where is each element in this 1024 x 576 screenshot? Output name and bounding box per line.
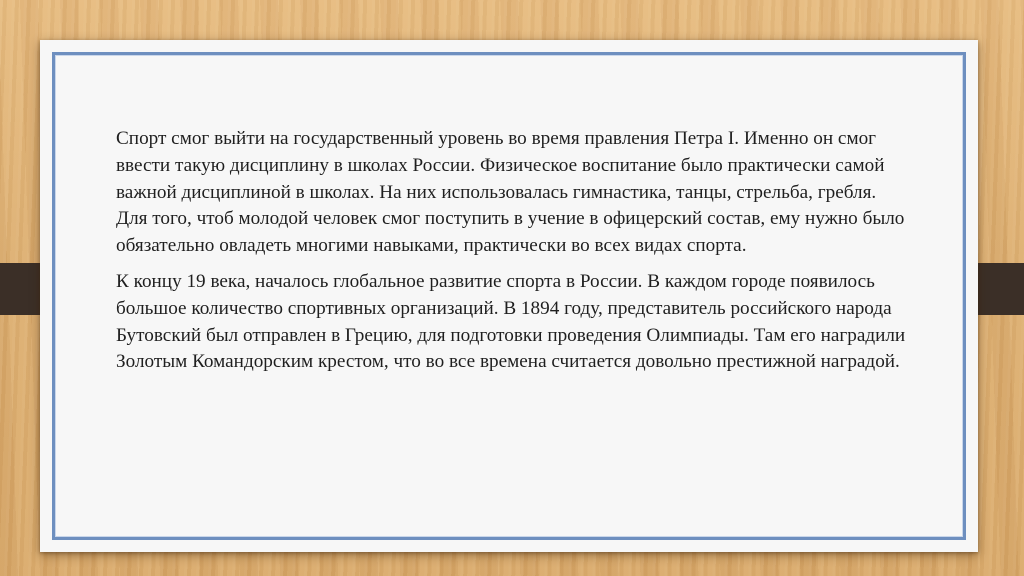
slide-text-body	[116, 126, 906, 385]
paragraph-2: К концу 19 века, началось глобальное развитие спорта в России. В каждом городе появилось большое количество спортивных организаций. В 1894 году, представитель российского народа Бутовский был отправлен в Грецию, для подготовки проведения Олимпиады. Там его наградили Золотым Командорским крестом, что во все времена считается довольно престижной наградой.	[116, 270, 906, 373]
slide-card	[40, 40, 978, 552]
paragraph-1: Спорт смог выйти на государственный уровень во время правления Петра I. Именно он смог ввести такую дисциплину в школах России. Физическое воспитание было практически самой важной дисциплиной в школах. На них использовалась гимнастика, танцы, стрельба, гребля. Для того, чтоб молодой человек смог поступить в учение в офицерский состав, ему нужно было обязательно овладеть многими навыками, практически во всех видах спорта.	[116, 128, 905, 257]
